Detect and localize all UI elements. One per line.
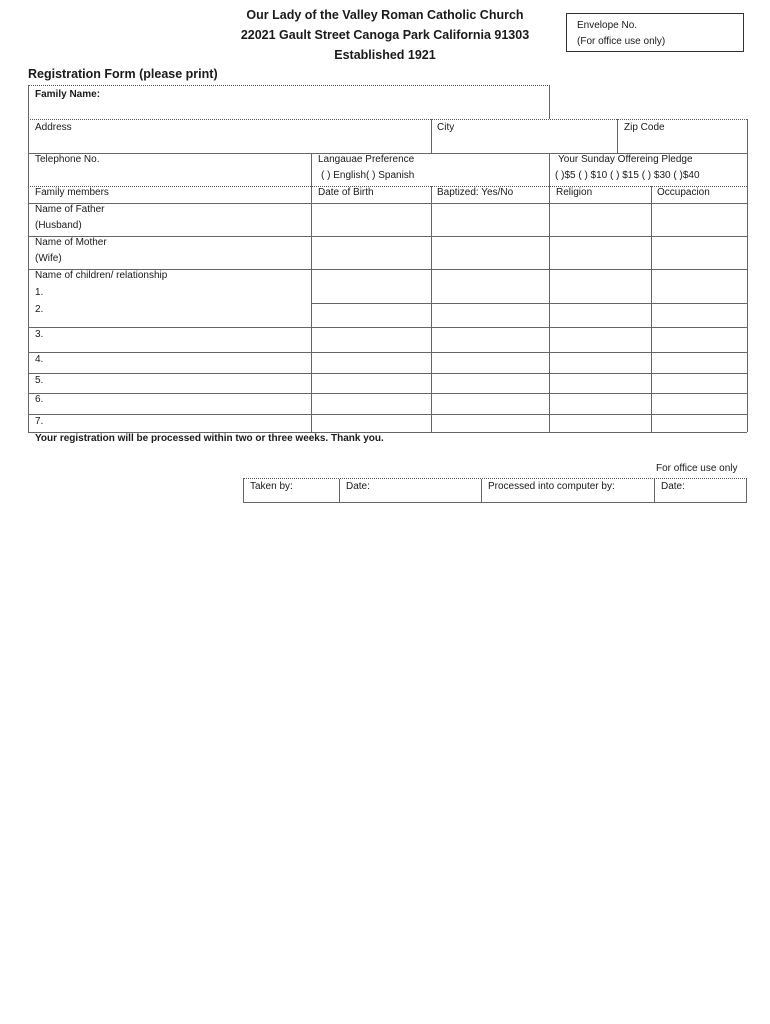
col-occupation: Occupacion (657, 187, 710, 198)
office-use-label: For office use only (656, 463, 738, 474)
col-date-of-birth: Date of Birth (318, 187, 374, 198)
pledge-label: Your Sunday Offereing Pledge (558, 154, 693, 165)
church-name: Our Lady of the Valley Roman Catholic Church (246, 8, 524, 22)
col-baptized: Baptized: Yes/No (437, 187, 514, 198)
offering-pledge[interactable] (549, 154, 747, 186)
envelope-box[interactable] (566, 13, 744, 52)
child-row-7: 7. (35, 416, 44, 427)
established-year: Established 1921 (334, 48, 436, 62)
child-row-1: 1. (35, 287, 44, 298)
children-label: Name of children/ relationship (35, 270, 168, 281)
processing-note: Your registration will be processed within two or three weeks. Thank you. (35, 433, 384, 444)
child-row-4: 4. (35, 354, 44, 365)
language-label: Langauae Preference (318, 154, 415, 165)
envelope-label: Envelope No. (577, 20, 638, 31)
pledge-options[interactable]: ( )$5 ( ) $10 ( ) $15 ( ) $30 ( )$40 (555, 170, 700, 181)
language-options[interactable]: ( ) English( ) Spanish (321, 170, 415, 181)
family-name-label: Family Name: (35, 89, 101, 100)
telephone-label: Telephone No. (35, 154, 100, 165)
address-label: Address (35, 122, 72, 133)
form-title: Registration Form (please print) (28, 67, 218, 81)
mother-sublabel: (Wife) (35, 253, 62, 264)
zip-label: Zip Code (624, 122, 665, 133)
child-row-2: 2. (35, 304, 44, 315)
telephone-field[interactable] (28, 154, 311, 186)
date-field-1[interactable]: Date: (346, 481, 370, 492)
child-row-6: 6. (35, 394, 44, 405)
child-row-5: 5. (35, 375, 44, 386)
zip-field[interactable] (617, 120, 747, 153)
father-label: Name of Father (35, 204, 105, 215)
processed-by-field[interactable]: Processed into computer by: (488, 481, 615, 492)
envelope-note: (For office use only) (577, 36, 666, 47)
city-label: City (437, 122, 455, 133)
city-field[interactable] (431, 120, 617, 153)
child-row-3: 3. (35, 329, 44, 340)
mother-label: Name of Mother (35, 237, 107, 248)
address-field[interactable] (28, 120, 431, 153)
date-field-2[interactable]: Date: (661, 481, 685, 492)
language-preference[interactable] (311, 154, 549, 186)
family-name-field[interactable] (28, 85, 550, 119)
taken-by-field[interactable]: Taken by: (250, 481, 293, 492)
office-use-table (243, 478, 747, 503)
col-religion: Religion (556, 187, 593, 198)
col-family-members: Family members (35, 187, 109, 198)
church-address: 22021 Gault Street Canoga Park California 91303 (240, 28, 530, 42)
father-sublabel: (Husband) (35, 220, 82, 231)
